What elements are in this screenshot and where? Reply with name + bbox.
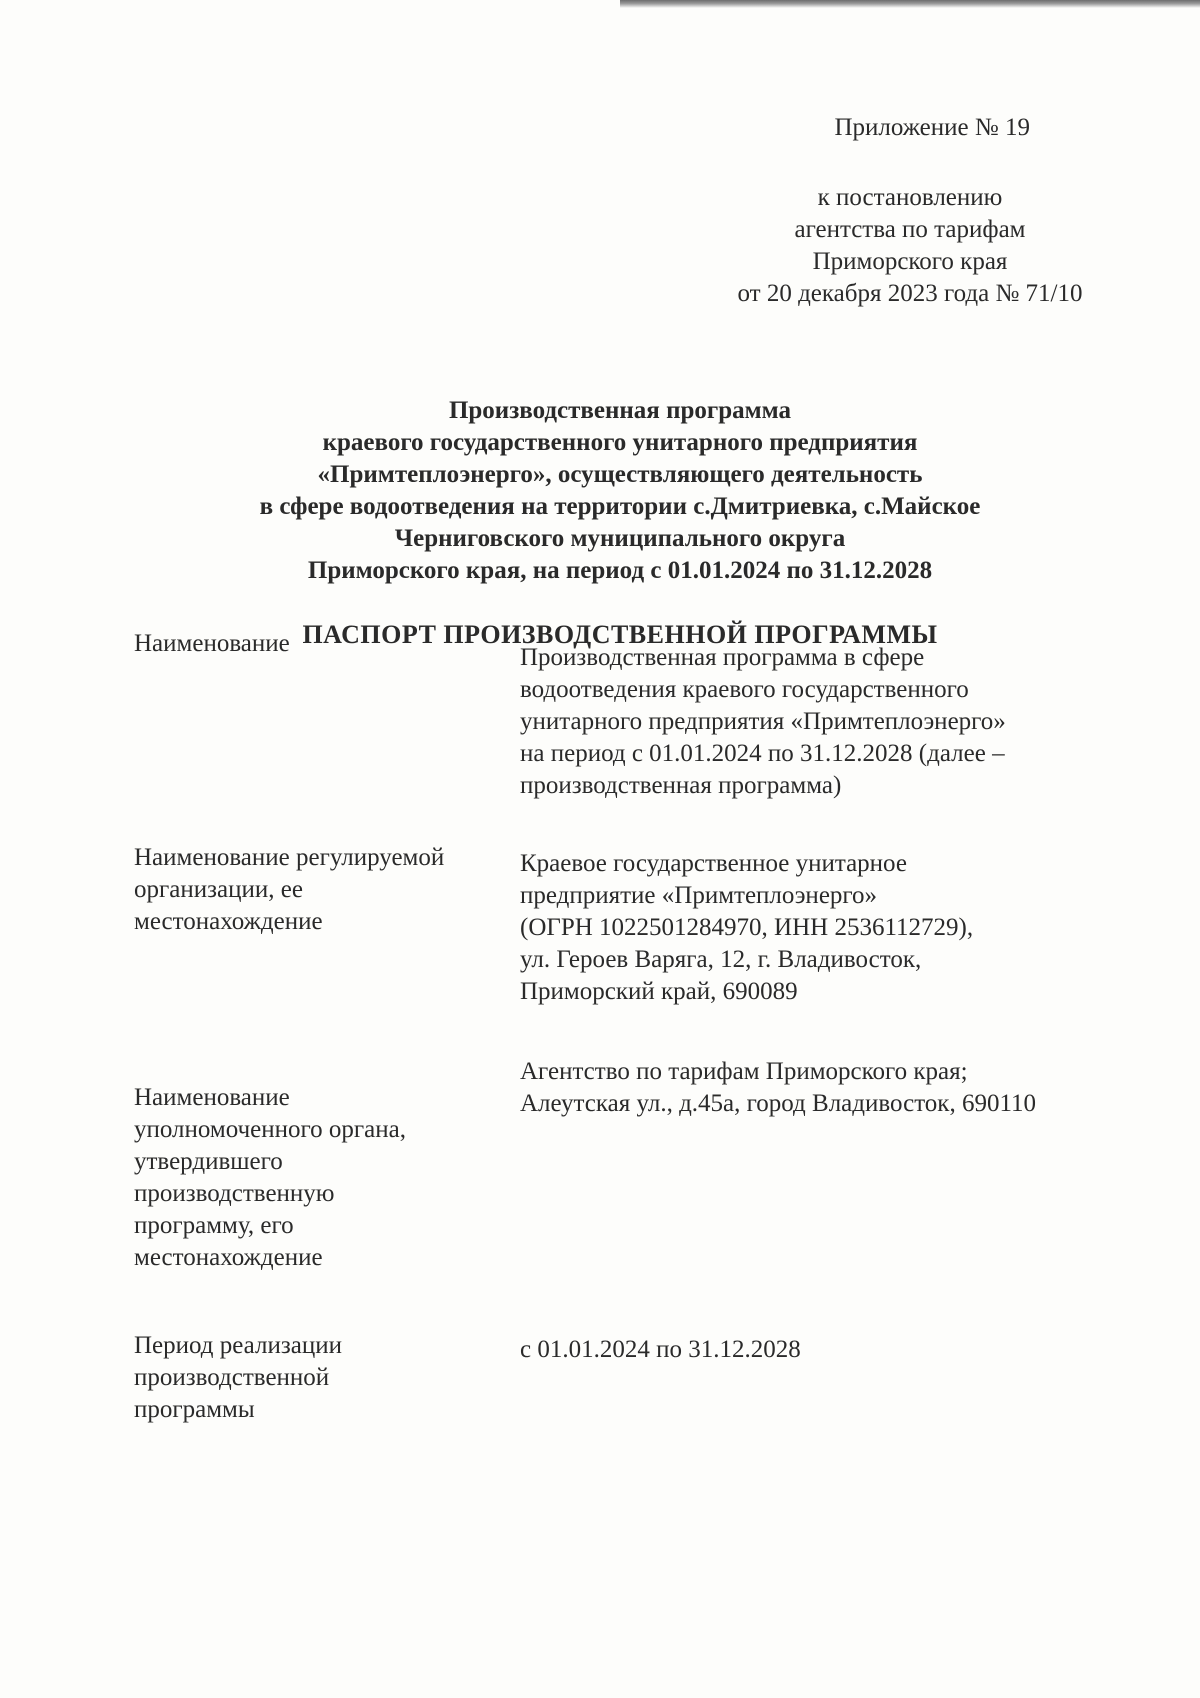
row-label-organization	[134, 842, 504, 938]
title-line: краевого государственного унитарного предприятия	[322, 429, 918, 456]
appendix-line: Приморского края	[812, 248, 1008, 275]
row-label-name	[134, 628, 504, 660]
row-value-line: ул. Героев Варяга, 12, г. Владивосток,	[520, 946, 922, 973]
row-value-line: (ОГРН 1022501284970, ИНН 2536112729),	[520, 914, 974, 941]
row-value-line: с 01.01.2024 по 31.12.2028	[520, 1336, 801, 1363]
appendix-line: агентства по тарифам	[794, 216, 1026, 243]
row-label-line: уполномоченного органа,	[134, 1116, 406, 1143]
passport-heading: ПАСПОРТ ПРОИЗВОДСТВЕННОЙ ПРОГРАММЫ	[302, 620, 938, 649]
row-value-line: предприятие «Примтеплоэнерго»	[520, 882, 878, 909]
row-label-line: программу, его	[134, 1212, 294, 1239]
appendix-number: Приложение № 19	[834, 114, 1030, 141]
row-value-line: Алеутская ул., д.45а, город Владивосток, 690110	[520, 1090, 1037, 1117]
row-label-line: местонахождение	[134, 1244, 323, 1271]
row-value-line: Краевое государственное унитарное	[520, 850, 907, 877]
row-label-line: местонахождение	[134, 908, 323, 935]
row-value-line: Приморский край, 690089	[520, 978, 798, 1005]
row-value-period	[520, 1334, 1140, 1366]
row-label-line: утвердившего	[134, 1148, 283, 1175]
appendix-line: от 20 декабря 2023 года № 71/10	[737, 280, 1083, 307]
row-label-authority	[134, 1082, 504, 1274]
title-line: Приморского края, на период с 01.01.2024 по 31.12.2028	[307, 557, 933, 584]
appendix-line: к постановлению	[817, 184, 1003, 211]
title-line: Черниговского муниципального округа	[394, 525, 846, 552]
row-value-authority	[520, 1056, 1140, 1120]
title-line: в сфере водоотведения на территории с.Дмитриевка, с.Майское	[259, 493, 981, 520]
row-label-line: производственной	[134, 1364, 330, 1391]
row-label-line: организации, ее	[134, 876, 303, 903]
row-label-period	[134, 1330, 504, 1426]
row-label-line: программы	[134, 1396, 255, 1423]
title-line: «Примтеплоэнерго», осуществляющего деятельность	[317, 461, 923, 488]
row-value-line: Производственная программа в сфере	[520, 644, 925, 671]
program-title	[140, 395, 1100, 587]
row-value-name	[520, 642, 1140, 802]
title-line: Производственная программа	[448, 397, 792, 424]
row-value-line: унитарного предприятия «Примтеплоэнерго»	[520, 708, 1006, 735]
row-label-line: Наименование	[134, 630, 290, 657]
row-value-line: производственная программа)	[520, 772, 842, 799]
row-value-line: Агентство по тарифам Приморского края;	[520, 1058, 968, 1085]
row-label-line: производственную	[134, 1180, 335, 1207]
appendix-block	[700, 112, 1120, 310]
row-value-line: водоотведения краевого государственного	[520, 676, 969, 703]
row-value-organization	[520, 848, 1140, 1008]
row-label-line: Период реализации	[134, 1332, 342, 1359]
scan-edge-shadow	[620, 0, 1200, 8]
row-value-line: на период с 01.01.2024 по 31.12.2028 (далее –	[520, 740, 1005, 767]
row-label-line: Наименование регулируемой	[134, 844, 445, 871]
row-label-line: Наименование	[134, 1084, 290, 1111]
